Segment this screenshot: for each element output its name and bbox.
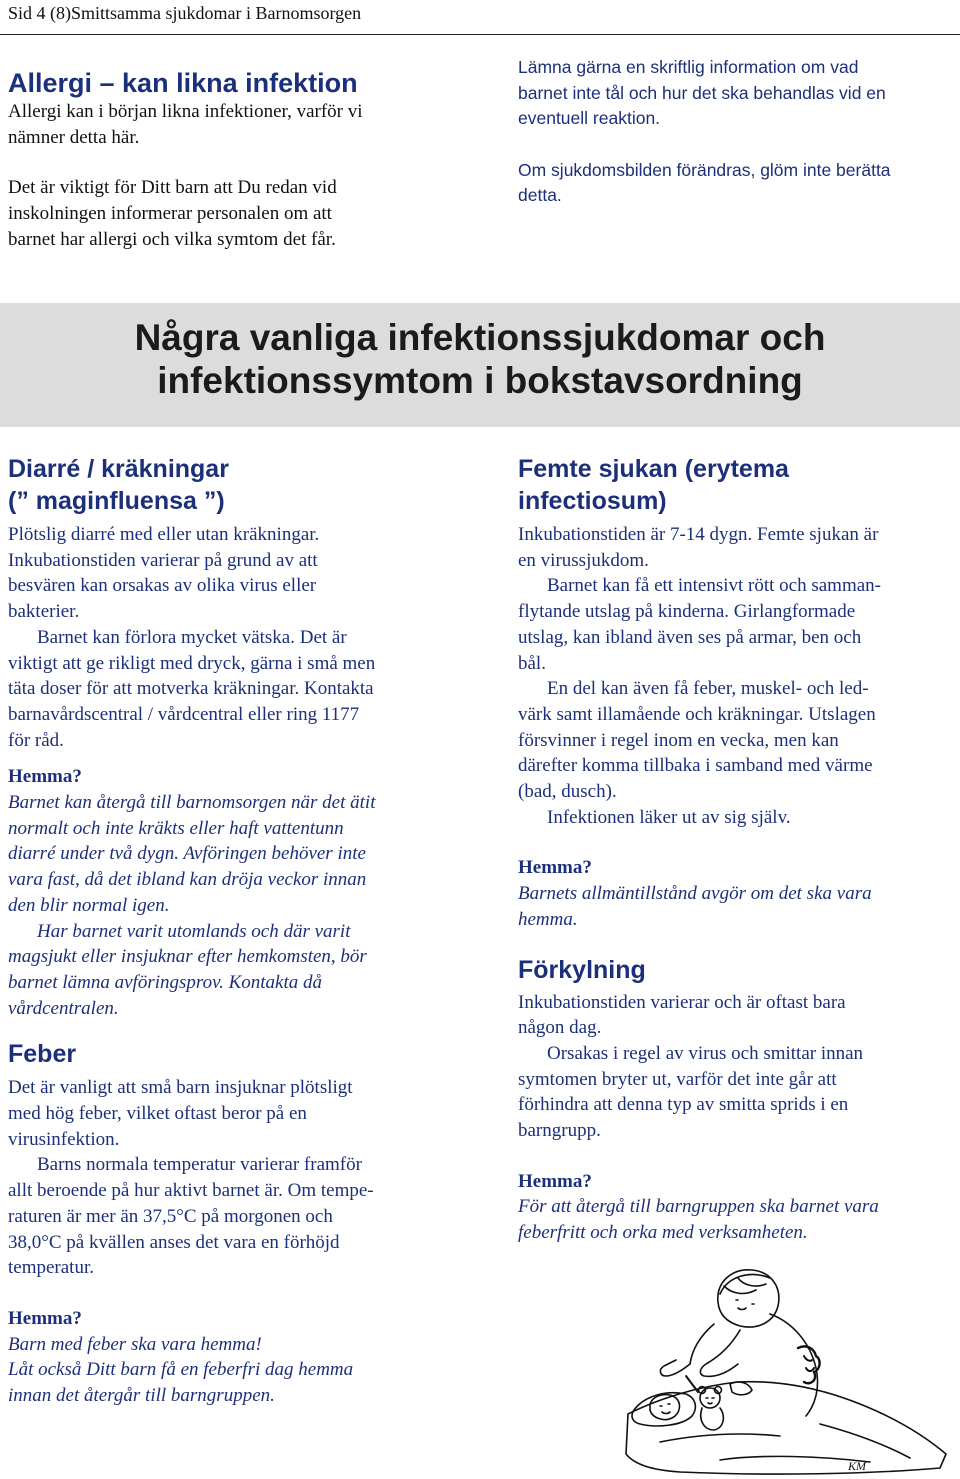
right-column bbox=[518, 453, 958, 1246]
text-line: Barnet kan återgå till barnomsorgen när det ätit bbox=[8, 792, 376, 814]
text-line: Har barnet varit utomlands och där varit bbox=[37, 920, 351, 942]
femte-hemma-label: Hemma? bbox=[518, 857, 592, 879]
heading-line: Diarré / kräkningar bbox=[8, 455, 229, 483]
text-line: Orsakas i regel av virus och smittar innan bbox=[547, 1042, 864, 1064]
diarre-body bbox=[8, 522, 458, 753]
notes-paragraph-1 bbox=[518, 55, 958, 132]
text-line: bakterier. bbox=[8, 601, 80, 623]
text-line: Lämna gärna en skriftlig information om vad bbox=[518, 57, 859, 77]
allergy-section bbox=[8, 67, 468, 253]
feber-hemma-label: Hemma? bbox=[8, 1307, 82, 1329]
section-banner bbox=[0, 303, 960, 427]
illustration-signature: KM bbox=[848, 1459, 866, 1473]
text-line: Barn med feber ska vara hemma! bbox=[8, 1333, 262, 1355]
text-line: symtomen bryter ut, varför det inte går att bbox=[518, 1068, 837, 1090]
text-line: besvären kan orsakas av olika virus eller bbox=[8, 575, 317, 597]
text-line: Barnet kan förlora mycket vätska. Det är bbox=[37, 626, 347, 648]
text-line: bål. bbox=[518, 652, 546, 674]
text-line: därefter komma tillbaka i samband med värme bbox=[518, 755, 873, 777]
text-line: nämner detta här. bbox=[8, 126, 140, 148]
text-line: För att återgå till barngruppen ska barnet vara bbox=[518, 1196, 879, 1218]
text-line: barnet inte tål och hur det ska behandlas vid en bbox=[518, 82, 886, 103]
text-line: detta. bbox=[518, 185, 562, 205]
text-line: Barns normala temperatur varierar framför bbox=[37, 1154, 362, 1176]
forkylning-body bbox=[518, 990, 958, 1144]
text-line: den blir normal igen. bbox=[8, 894, 170, 916]
adult-body bbox=[690, 1314, 818, 1416]
teddy-head bbox=[700, 1388, 720, 1408]
teddy-body bbox=[701, 1408, 724, 1430]
text-line: hemma. bbox=[518, 908, 578, 930]
heading-line: (” maginfluensa ”) bbox=[8, 487, 225, 515]
text-line: förhindra att denna typ av smitta sprids i en bbox=[518, 1094, 849, 1116]
text-line: temperatur. bbox=[8, 1257, 94, 1279]
text-line: Allergi kan i början likna infektioner, varför vi bbox=[8, 101, 363, 122]
feber-hemma-text bbox=[8, 1332, 458, 1409]
allergy-notes bbox=[518, 55, 958, 209]
notes-paragraph-2 bbox=[518, 158, 958, 209]
sick-child-illustration bbox=[620, 1264, 955, 1476]
text-line: med hög feber, vilket oftast beror på en bbox=[8, 1103, 307, 1125]
text-line: utslag, kan ibland även ses på armar, ben och bbox=[518, 626, 862, 648]
text-line: eventuell reaktion. bbox=[518, 108, 661, 128]
child-face bbox=[660, 1404, 670, 1414]
text-line: vara fast, då det ibland kan dröja veckor innan bbox=[8, 869, 367, 891]
allergy-paragraph-2 bbox=[8, 175, 468, 252]
forkylning-hemma-text bbox=[518, 1194, 958, 1245]
banner-line: infektionssymtom i bokstavsordning bbox=[157, 360, 803, 401]
text-line: värk samt illamående och kräkningar. Utslagen bbox=[518, 703, 876, 725]
text-line: En del kan även få feber, muskel- och led- bbox=[547, 678, 869, 700]
text-line: flytande utslag på kinderna. Girlangformade bbox=[518, 601, 856, 623]
feber-body bbox=[8, 1075, 458, 1281]
text-line: (bad, dusch). bbox=[518, 781, 617, 803]
diarre-title bbox=[8, 453, 458, 517]
text-line: försvinner i regel inom en vecka, men kan bbox=[518, 729, 839, 751]
pillow bbox=[632, 1393, 695, 1426]
text-line: diarré under två dygn. Avföringen behöver inte bbox=[8, 843, 366, 865]
text-line: Barnet kan få ett intensivt rött och samman- bbox=[547, 575, 881, 597]
blanket-folds bbox=[660, 1424, 910, 1462]
text-line: en virussjukdom. bbox=[518, 549, 649, 571]
text-line: barnet har allergi och vilka symtom det får. bbox=[8, 228, 336, 250]
forkylning-hemma-label: Hemma? bbox=[518, 1170, 592, 1192]
forkylning-title: Förkylning bbox=[518, 955, 646, 984]
text-line: feberfritt och orka med verksamheten. bbox=[518, 1222, 808, 1244]
text-line: Infektionen läker ut av sig själv. bbox=[547, 806, 791, 828]
banner-title bbox=[0, 316, 960, 402]
allergy-title: Allergi – kan likna infektion bbox=[8, 68, 358, 98]
running-header: Sid 4 (8)Smittsamma sjukdomar i Barnomsorgen bbox=[8, 3, 362, 23]
text-line: barnavårdscentral / vårdcentral eller ring 1177 bbox=[8, 703, 360, 725]
text-line: viktigt att ge rikligt med dryck, gärna i små men bbox=[8, 652, 376, 674]
banner-line: Några vanliga infektionssjukdomar och bbox=[134, 317, 826, 358]
diarre-hemma-label: Hemma? bbox=[8, 766, 82, 788]
text-line: innan det återgår till barngruppen. bbox=[8, 1385, 275, 1407]
allergy-paragraph-1 bbox=[8, 99, 468, 150]
text-line: Det är vanligt att små barn insjuknar plötsligt bbox=[8, 1077, 353, 1099]
heading-line: Femte sjukan (erytema bbox=[518, 455, 789, 483]
text-line: Plötslig diarré med eller utan kräkningar. bbox=[8, 524, 320, 545]
cloth bbox=[730, 1382, 752, 1395]
text-line: raturen är mer än 37,5°C på morgonen och bbox=[8, 1205, 333, 1227]
text-line: vårdcentralen. bbox=[8, 997, 119, 1019]
header-divider bbox=[0, 34, 960, 35]
text-line: Inkubationstiden varierar och är oftast bara bbox=[518, 991, 846, 1013]
text-line: någon dag. bbox=[518, 1017, 602, 1039]
text-line: inskolningen informerar personalen om att bbox=[8, 203, 332, 225]
text-line: Låt också Ditt barn få en feberfri dag hemma bbox=[8, 1359, 354, 1381]
adult-arm-left bbox=[660, 1360, 690, 1376]
femte-title bbox=[518, 453, 958, 517]
text-line: virusinfektion. bbox=[8, 1128, 120, 1150]
text-line: magsjukt eller insjuknar efter hemkomsten, bör bbox=[8, 946, 367, 968]
left-column bbox=[8, 453, 458, 1409]
diarre-hemma-text bbox=[8, 790, 458, 1021]
text-line: normalt och inte kräkts eller haft vattentunn bbox=[8, 817, 344, 839]
heading-line: infectiosum) bbox=[518, 487, 667, 515]
text-line: Inkubationstiden är 7-14 dygn. Femte sjukan är bbox=[518, 524, 879, 545]
text-line: Om sjukdomsbilden förändras, glöm inte berätta bbox=[518, 159, 891, 180]
text-line: Det är viktigt för Ditt barn att Du redan vid bbox=[8, 177, 337, 199]
text-line: 38,0°C på kvällen anses det vara en förhöjd bbox=[8, 1231, 340, 1253]
text-line: barngrupp. bbox=[518, 1120, 601, 1142]
text-line: barnet lämna avföringsprov. Kontakta då bbox=[8, 971, 323, 993]
text-line: för råd. bbox=[8, 729, 64, 751]
adult-arm-right bbox=[700, 1330, 740, 1376]
text-line: täta doser för att motverka kräkningar. Kontakta bbox=[8, 678, 374, 700]
text-line: Inkubationstiden varierar på grund av att bbox=[8, 549, 318, 571]
femte-body bbox=[518, 522, 958, 830]
text-line: Barnets allmäntillstånd avgör om det ska vara bbox=[518, 883, 872, 905]
femte-hemma-text bbox=[518, 881, 958, 932]
hair-mass bbox=[798, 1346, 820, 1383]
feber-title: Feber bbox=[8, 1040, 77, 1069]
bed-outline bbox=[626, 1382, 946, 1474]
adult-face bbox=[736, 1300, 754, 1310]
text-line: allt beroende på hur aktivt barnet är. Om tempe- bbox=[8, 1180, 374, 1202]
